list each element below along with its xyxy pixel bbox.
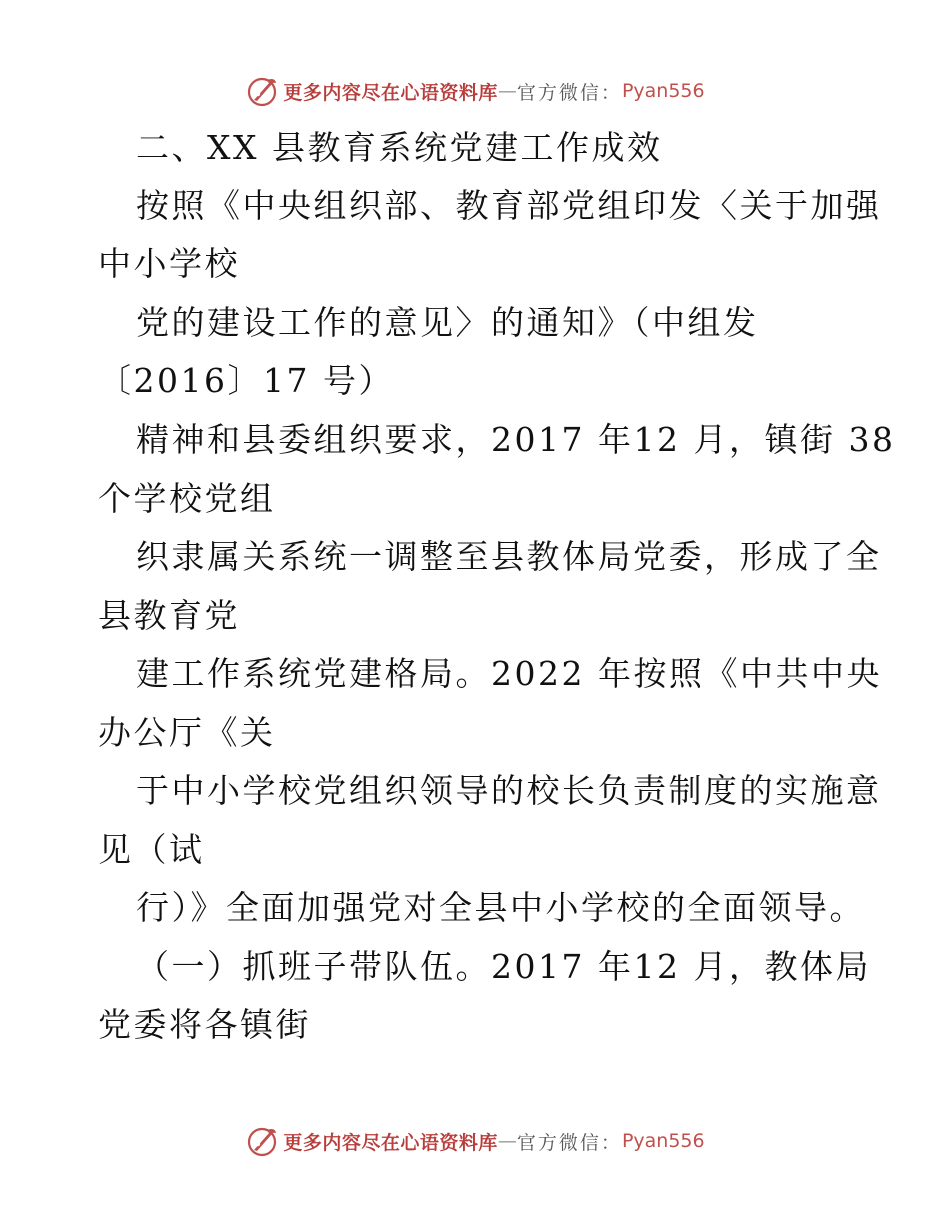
watermark-brand: 更多内容尽在心语资料库	[283, 1131, 498, 1154]
paragraph-line: 县教育党	[98, 596, 240, 635]
paragraph-line: 行）》全面加强党对全县中小学校的全面领导。	[136, 888, 865, 927]
paragraph-line: 党的建设工作的意见〉的通知》（中组发	[136, 303, 759, 342]
watermark-separator: —	[497, 1130, 517, 1152]
paragraph-line: （一）抓班子带队伍。2017 年12 月，教体局	[136, 947, 871, 986]
quill-logo-icon	[245, 1124, 279, 1158]
watermark-official-label: 官方微信：	[516, 81, 622, 104]
watermark-separator: —	[497, 80, 517, 102]
section-heading: 二、XX 县教育系统党建工作成效	[136, 128, 663, 167]
watermark-wechat-id: Pyan556	[621, 1130, 705, 1152]
watermark-brand: 更多内容尽在心语资料库	[283, 81, 498, 104]
watermark-banner-bottom	[0, 1121, 950, 1161]
paragraph-line: 中小学校	[98, 244, 240, 283]
paragraph-line: 织隶属关系统一调整至县教体局党委，形成了全	[136, 537, 882, 576]
paragraph-line: 建工作系统党建格局。2022 年按照《中共中央	[136, 654, 882, 693]
watermark-banner-top	[0, 71, 950, 111]
paragraph-line: 个学校党组	[98, 479, 276, 518]
paragraph-line: 精神和县委组织要求，2017 年12 月，镇街 38	[136, 420, 896, 459]
paragraph-line: 按照《中央组织部、教育部党组印发〈关于加强	[136, 186, 882, 225]
paragraph-line: 〔2016〕17 号）	[98, 361, 394, 400]
paragraph-line: 于中小学校党组织领导的校长负责制度的实施意	[136, 771, 882, 810]
paragraph-line: 党委将各镇街	[98, 1005, 311, 1044]
watermark-wechat-id: Pyan556	[621, 80, 705, 102]
quill-logo-icon	[245, 74, 279, 108]
paragraph-line: 见（试	[98, 830, 205, 869]
paragraph-line: 办公厅《关	[98, 713, 276, 752]
watermark-official-label: 官方微信：	[516, 1131, 622, 1154]
